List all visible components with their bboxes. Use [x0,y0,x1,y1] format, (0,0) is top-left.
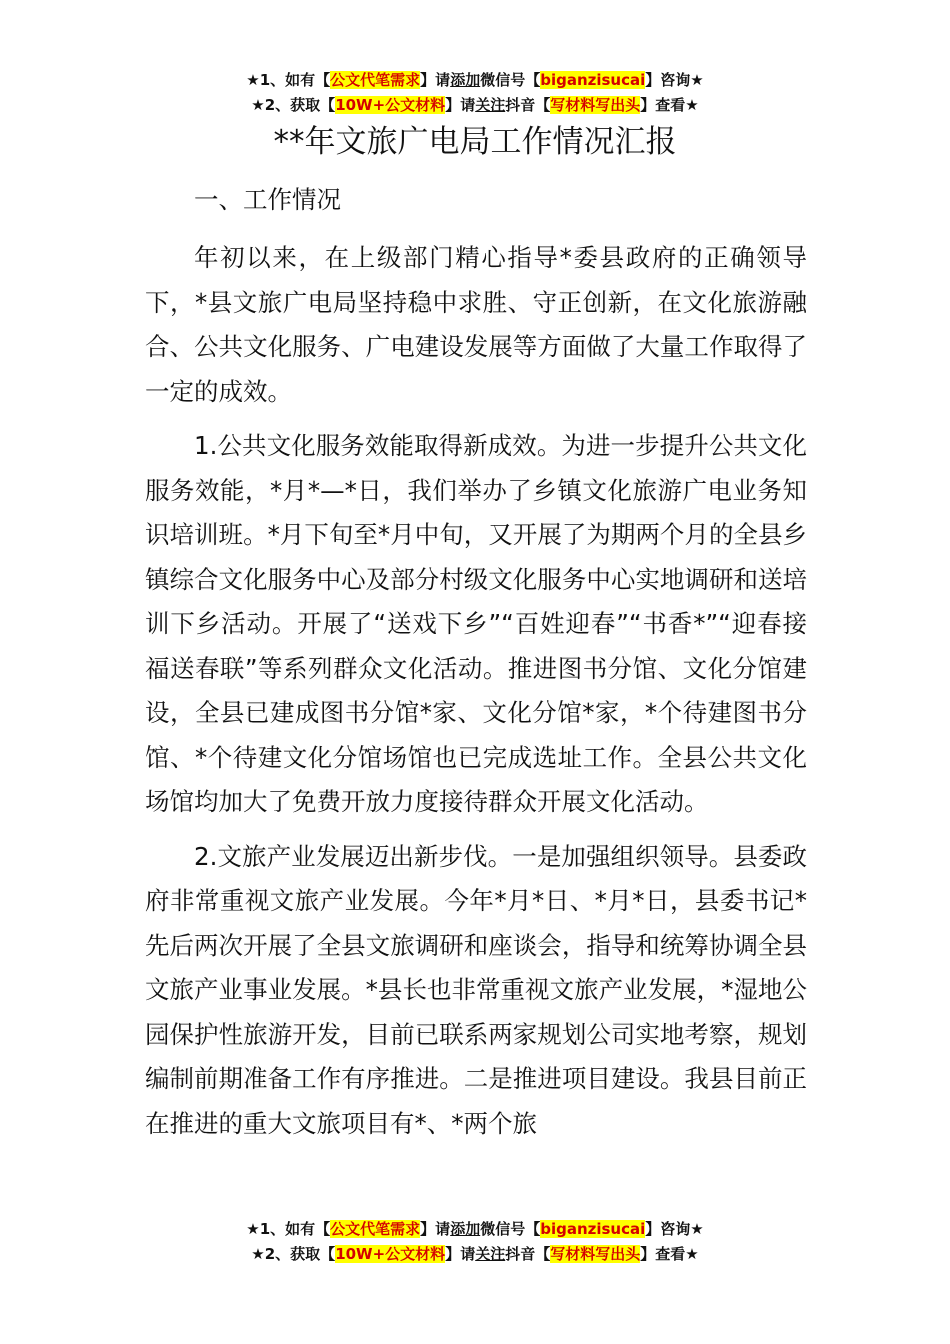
promo-text: 】查看★ [640,1245,699,1263]
section-heading: 一、工作情况 [194,185,341,214]
promo-text: 】请 [420,71,451,89]
document-body [145,178,807,1156]
promo-text: 】请 [445,1245,476,1263]
promo-text: 】咨询★ [645,71,704,89]
paragraph-public-culture: 1.公共文化服务效能取得新成效。为进一步提升公共文化服务效能，*月*—*日，我们举办了乡镇文化旅游广电业务知识培训班。*月下旬至*月中旬，又开展了为期两个月的全县乡镇综合文化服务中心及部分村级文化服务中心实地调研和送培训下乡活动。开展了“送戏下乡”“百姓迎春”“书香*”“迎春接福送春联”等系列群众文化活动。推进图书分馆、文化分馆建设，全县已建成图书分馆*家、文化分馆*家，*个待建图书分馆、*个待建文化分馆场馆也已完成选址工作。全县公共文化场馆均加大了免费开放力度接待群众开展文化活动。 [145,431,807,816]
promo-text: 抖音【 [505,96,551,114]
promo-text: 】请 [420,1220,451,1238]
paragraph-tourism-industry: 2.文旅产业发展迈出新步伐。一是加强组织领导。县委政府非常重视文旅产业发展。今年*月*日、*月*日，县委书记*先后两次开展了全县文旅调研和座谈会，指导和统筹协调全县文旅产业事业发展。*县长也非常重视文旅产业发展，*湿地公园保护性旅游开发，目前已联系两家规划公司实地考察，规划编制前期准备工作有序推进。二是推进项目建设。我县目前正在推进的重大文旅项目有*、*两个旅 [145,841,807,1138]
promo-underlined-text: 添加 [450,1220,481,1238]
promo-line-2 [0,93,950,118]
bottom-promo-banner [0,1217,950,1267]
promo-highlight: 写材料写出头 [550,96,641,114]
promo-text: 抖音【 [505,1245,551,1263]
document-title: **年文旅广电局工作情况汇报 [273,124,677,160]
top-promo-banner [0,68,950,118]
promo-text: 】查看★ [640,96,699,114]
promo-highlight: 10W+公文材料 [335,1245,446,1263]
promo-highlight: biganzisucai [540,1220,646,1238]
promo-line-1 [0,1217,950,1242]
promo-line-1 [0,68,950,93]
promo-highlight: 公文代笔需求 [330,1220,421,1238]
promo-line-2 [0,1242,950,1267]
promo-underlined-text: 添加 [450,71,481,89]
promo-highlight: biganzisucai [540,71,646,89]
promo-highlight: 10W+公文材料 [335,96,446,114]
promo-text: 微信号【 [480,71,541,89]
promo-text: 】咨询★ [645,1220,704,1238]
promo-text: ★1、如有【 [246,1220,331,1238]
promo-text: ★2、获取【 [251,96,336,114]
promo-text: 】请 [445,96,476,114]
promo-underlined-text: 关注 [475,1245,506,1263]
promo-text: 微信号【 [480,1220,541,1238]
promo-text: ★1、如有【 [246,71,331,89]
promo-underlined-text: 关注 [475,96,506,114]
promo-highlight: 公文代笔需求 [330,71,421,89]
promo-text: ★2、获取【 [251,1245,336,1263]
promo-highlight: 写材料写出头 [550,1245,641,1263]
paragraph-intro: 年初以来，在上级部门精心指导*委县政府的正确领导下，*县文旅广电局坚持稳中求胜、守正创新，在文化旅游融合、公共文化服务、广电建设发展等方面做了大量工作取得了一定的成效。 [145,243,807,406]
